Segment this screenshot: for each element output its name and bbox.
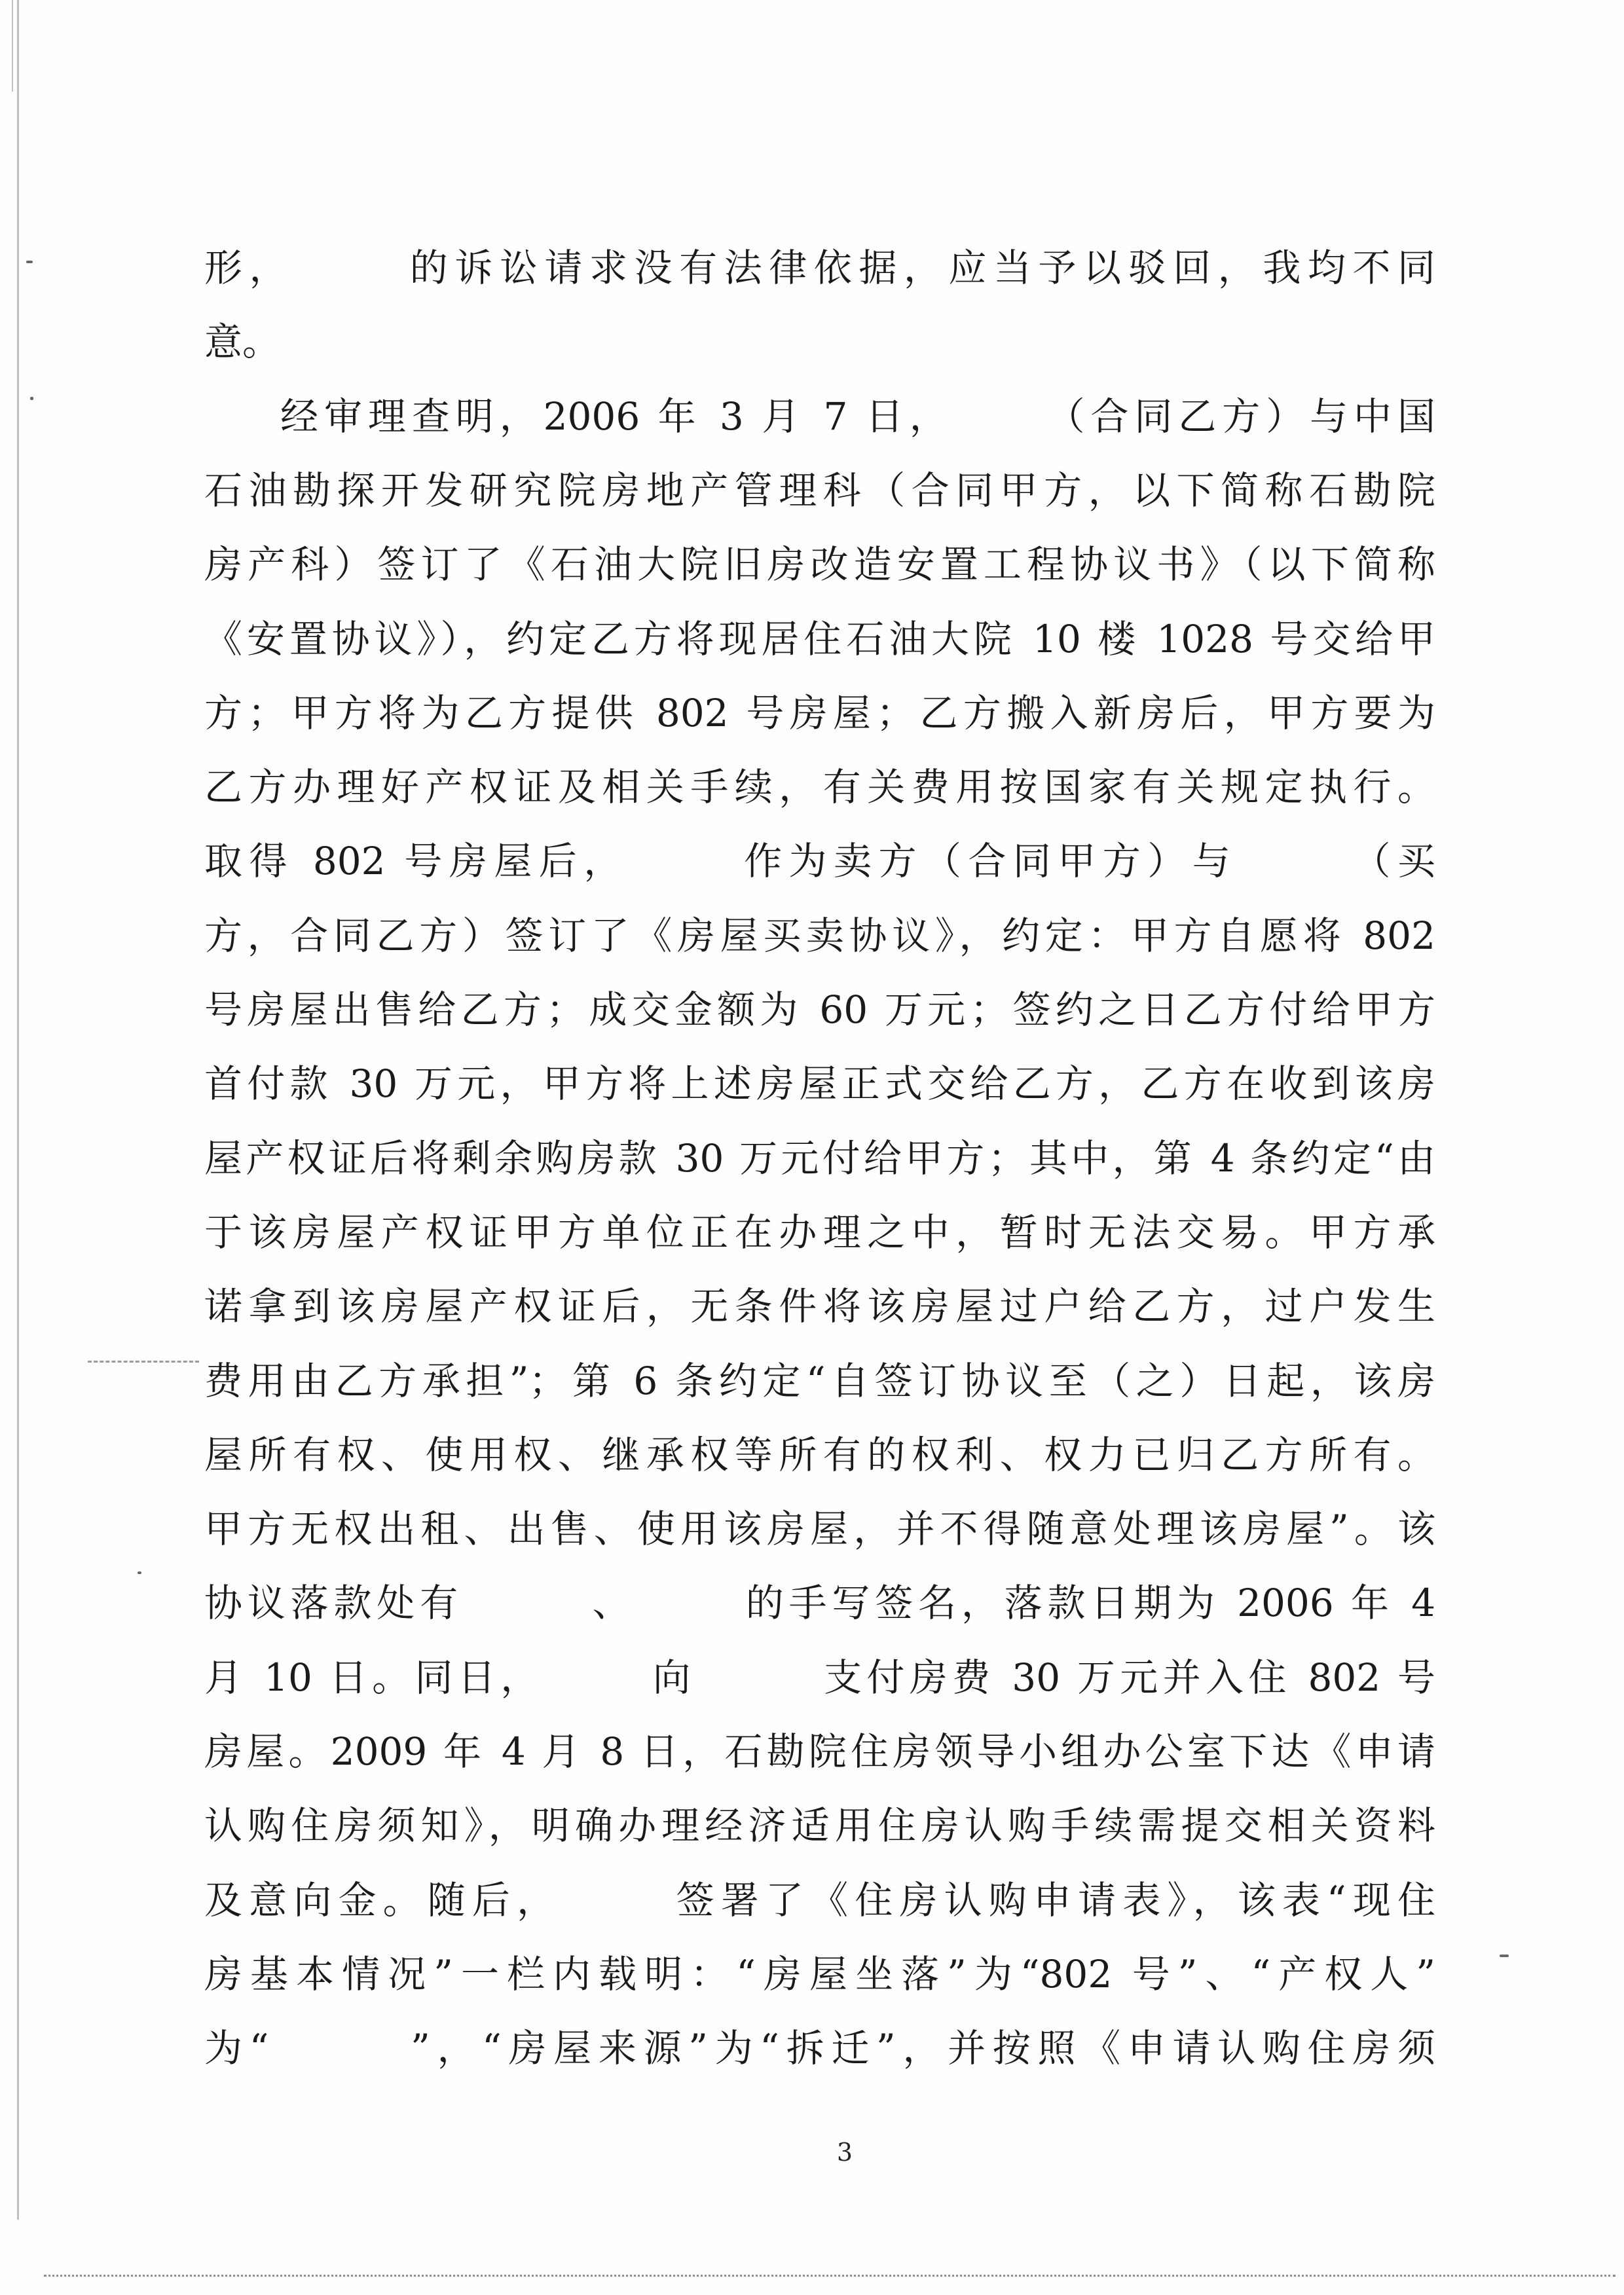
text-line: 协议落款处有 、 的手写签名，落款日期为 2006 年 4	[204, 1581, 1435, 1625]
text-line: 《安置协议》），约定乙方将现居住石油大院 10 楼 1028 号交给甲	[204, 617, 1435, 661]
text-line: 诺拿到该房屋产权证后，无条件将该房屋过户给乙方，过户发生	[204, 1284, 1435, 1329]
text-line: 屋产权证后将剩余购房款 30 万元付给甲方；其中，第 4 条约定“由	[204, 1136, 1435, 1181]
text-line: 费用由乙方承担”；第 6 条约定“自签订协议至（之）日起，该房	[204, 1359, 1435, 1403]
text-line: 月 10 日。同日， 向 支付房费 30 万元并入住 802 号	[204, 1655, 1435, 1700]
text-line: 方；甲方将为乙方提供 802 号房屋；乙方搬入新房后，甲方要为	[204, 691, 1435, 735]
text-line: 房屋。2009 年 4 月 8 日，石勘院住房领导小组办公室下达《申请	[204, 1729, 1435, 1774]
text-line: 石油勘探开发研究院房地产管理科（合同甲方，以下简称石勘院	[204, 468, 1435, 513]
text-line: 为“ ”，“房屋来源”为“拆迁”，并按照《申请认购住房须	[204, 2026, 1435, 2070]
text-line: 房产科）签订了《石油大院旧房改造安置工程协议书》（以下简称	[204, 542, 1435, 587]
text-line: 认购住房须知》，明确办理经济适用住房认购手续需提交相关资料	[204, 1803, 1435, 1848]
page-number: 3	[836, 2138, 853, 2167]
text-line: 甲方无权出租、出售、使用该房屋，并不得随意处理该房屋”。该	[204, 1507, 1435, 1551]
text-line: 屋所有权、使用权、继承权等所有的权利、权力已归乙方所有。	[204, 1433, 1435, 1477]
text-line: 乙方办理好产权证及相关手续，有关费用按国家有关规定执行。	[204, 765, 1435, 809]
text-line: 及意向金。随后， 签署了《住房认购申请表》，该表“现住	[204, 1878, 1435, 1922]
text-line: 意。	[204, 320, 281, 364]
scan-bottom-dotted-line	[44, 2275, 1615, 2277]
text-line: 取得 802 号房屋后， 作为卖方（合同甲方）与 （买	[204, 839, 1435, 883]
text-line: 首付款 30 万元，甲方将上述房屋正式交给乙方，乙方在收到该房	[204, 1061, 1435, 1106]
text-line: 号房屋出售给乙方；成交金额为 60 万元；签约之日乙方付给甲方	[204, 987, 1435, 1032]
text-line: 形， 的诉讼请求没有法律依据，应当予以驳回，我均不同	[204, 246, 1435, 290]
text-line: 经审理查明，2006 年 3 月 7 日， （合同乙方）与中国	[280, 394, 1435, 439]
text-line: 于该房屋产权证甲方单位正在办理之中，暂时无法交易。甲方承	[204, 1210, 1435, 1255]
text-line: 方，合同乙方）签订了《房屋买卖协议》，约定：甲方自愿将 802	[204, 913, 1435, 958]
text-line: 房基本情况”一栏内载明：“房屋坐落”为“802 号”、“产权人”	[204, 1952, 1435, 1996]
